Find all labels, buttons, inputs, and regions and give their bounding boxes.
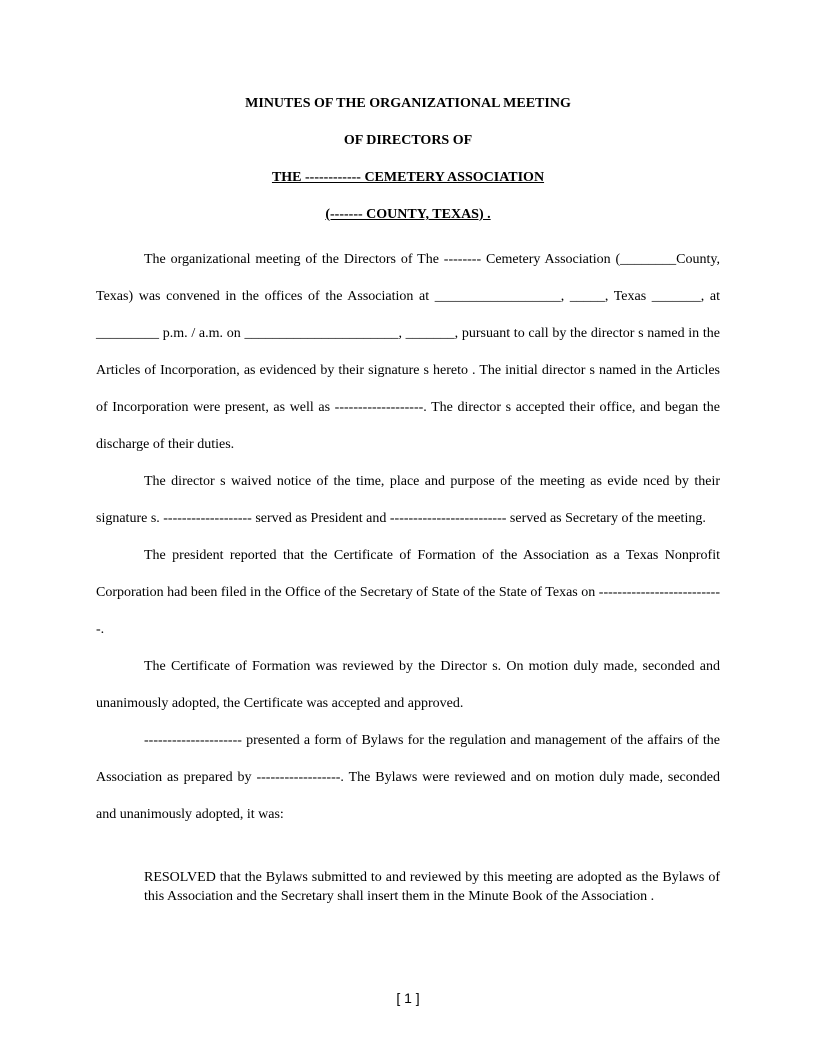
resolution-bylaws: RESOLVED that the Bylaws submitted to and reviewed by this meeting are adopted as the Bylaws of this Association and the Secretary shall insert them in the Minute Book of the Association .	[144, 870, 720, 904]
heading-line-4: (------- COUNTY, TEXAS) .	[325, 207, 491, 222]
paragraph-bylaws-presented: --------------------- presented a form of Bylaws for the regulation and management of the affairs of the Association as prepared by ------------------. The Bylaws were reviewed and on motion duly made, seconded and unanimously adopted, it was:	[96, 733, 720, 822]
page-number: [ 1 ]	[396, 990, 420, 1006]
heading-line-1: MINUTES OF THE ORGANIZATIONAL MEETING	[245, 96, 571, 111]
paragraph-notice-waived: The director s waived notice of the time, place and purpose of the meeting as evide nced by their signature s. ------------------- served as President and ------------------------- served as Secretary of the meeting.	[96, 474, 720, 526]
minutes-body	[96, 241, 720, 833]
paragraph-convened: The organizational meeting of the Directors of The -------- Cemetery Association (________County, Texas) was convened in the offices of the Association at __________________, _____, Texas _______, at _________ p.m. / a.m. on ______________________, _______, pursuant to call by the director s named in the Articles of Incorporation, as evidenced by their signature s hereto . The initial director s named in the Articles of Incorporation were present, as well as -------------------. The director s accepted their office, and began the discharge of their duties.	[96, 252, 720, 452]
paragraph-certificate-filed: The president reported that the Certificate of Formation of the Association as a Texas Nonprofit Corporation had been filed in the Office of the Secretary of State of the State of Texas on ---------------------------.	[96, 548, 720, 637]
paragraph-certificate-approved: The Certificate of Formation was reviewed by the Director s. On motion duly made, seconded and unanimously adopted, the Certificate was accepted and approved.	[96, 659, 720, 711]
heading-line-3: THE ------------ CEMETERY ASSOCIATION	[271, 170, 545, 185]
heading-line-2: OF DIRECTORS OF	[343, 133, 473, 148]
